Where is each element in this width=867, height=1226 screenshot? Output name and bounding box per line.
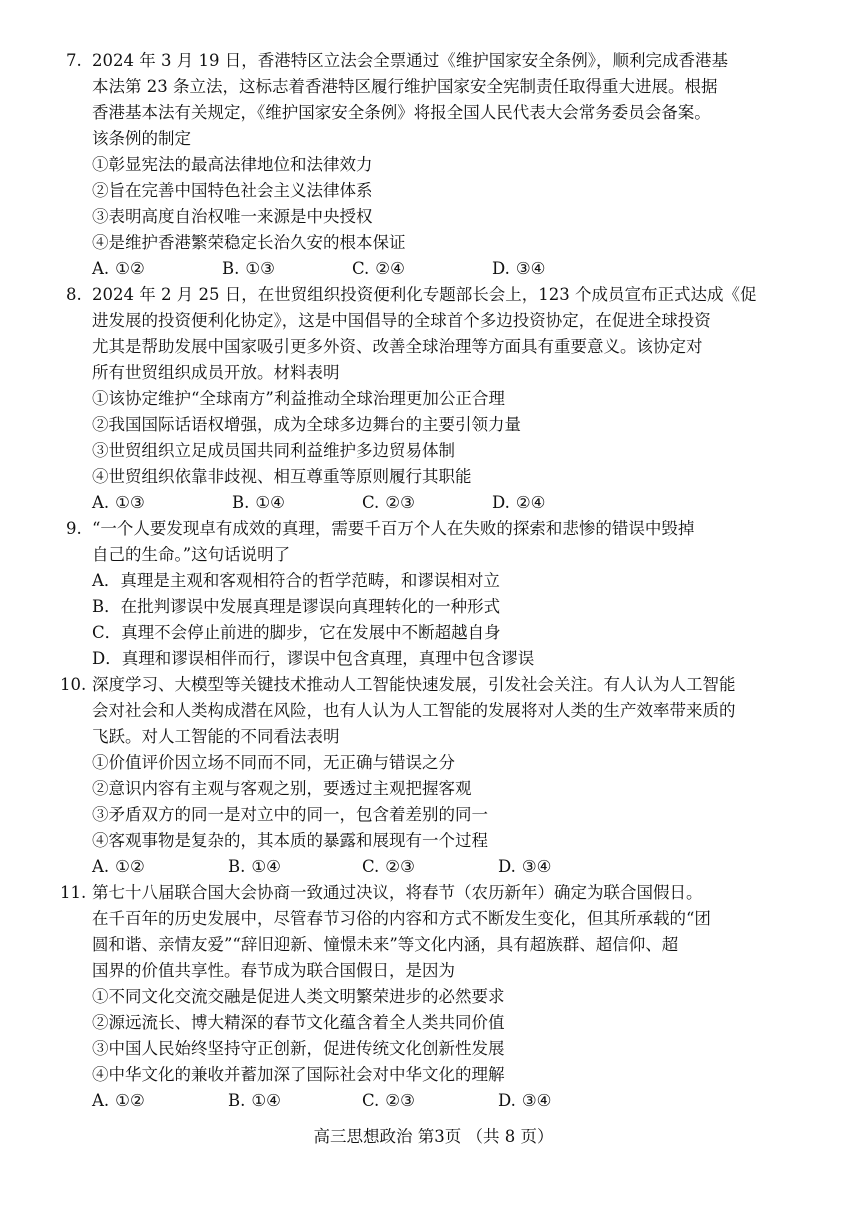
choice-text: ①④ bbox=[255, 493, 285, 512]
statement-option: ④世贸组织依靠非歧视、相互尊重等原则履行其职能 bbox=[92, 467, 472, 486]
stem-line: 香港基本法有关规定，《维护国家安全条例》将报全国人民代表大会常务委员会备案。 bbox=[92, 103, 711, 122]
stem-line: 圆和谐、亲情友爱”“辞旧迎新、憧憬未来”等文化内涵，具有超族群、超信仰、超 bbox=[92, 935, 679, 954]
stem-line: 自己的生命。”这句话说明了 bbox=[92, 545, 291, 564]
choice-d[interactable]: D．真理和谬误相伴而行，谬误中包含真理，真理中包含谬误 bbox=[92, 649, 535, 668]
choice-letter: A. bbox=[92, 1091, 110, 1110]
stem-line: 进发展的投资便利化协定》，这是中国倡导的全球首个多边投资协定，在促进全球投资 bbox=[92, 311, 711, 330]
choice-c[interactable] bbox=[362, 1088, 498, 1114]
choice-letter: D. bbox=[498, 1091, 516, 1110]
choice-c[interactable] bbox=[362, 490, 492, 516]
exam-page bbox=[60, 48, 786, 1114]
question-number: 10. bbox=[60, 675, 87, 694]
choice-text: ①② bbox=[115, 857, 145, 876]
stem-line: 尤其是帮助发展中国家吸引更多外资、改善全球治理等方面具有重要意义。该协定对 bbox=[92, 337, 703, 356]
choice-d[interactable] bbox=[492, 256, 545, 282]
choice-letter: B. bbox=[232, 493, 250, 512]
choice-letter: D. bbox=[492, 493, 510, 512]
question-number: 8. bbox=[66, 285, 82, 304]
stem-line: “一个人要发现卓有成效的真理，需要千百万个人在失败的探索和悲惨的错误中毁掉 bbox=[92, 519, 695, 538]
choice-letter: A. bbox=[92, 857, 110, 876]
stem-line: 深度学习、大模型等关键技术推动人工智能快速发展，引发社会关注。有人认为人工智能 bbox=[92, 675, 736, 694]
choice-letter: C. bbox=[352, 259, 370, 278]
choice-d[interactable] bbox=[492, 490, 545, 516]
question-number: 11. bbox=[60, 883, 87, 902]
statement-option: ①不同文化交流交融是促进人类文明繁荣进步的必然要求 bbox=[92, 987, 505, 1006]
statement-option: ③世贸组织立足成员国共同利益维护多边贸易体制 bbox=[92, 441, 455, 460]
question-number: 7. bbox=[66, 51, 82, 70]
question-stem bbox=[92, 48, 786, 152]
choice-text: ②④ bbox=[515, 493, 546, 512]
question-stem bbox=[92, 880, 786, 984]
stem-line: 2024 年 3 月 19 日，香港特区立法会全票通过《维护国家安全条例》，顺利完成香港基 bbox=[92, 51, 728, 70]
stem-line: 第七十八届联合国大会协商一致通过决议，将春节（农历新年）确定为联合国假日。 bbox=[92, 883, 703, 902]
choice-c[interactable] bbox=[362, 854, 498, 880]
choice-d[interactable] bbox=[498, 1088, 551, 1114]
choice-letter: A. bbox=[92, 493, 110, 512]
choice-a[interactable] bbox=[92, 256, 222, 282]
statement-option: ②意识内容有主观与客观之别，要透过主观把握客观 bbox=[92, 779, 472, 798]
choice-letter: C. bbox=[362, 493, 380, 512]
stem-line: 本法第 23 条立法，这标志着香港特区履行维护国家安全宪制责任取得重大进展。根据 bbox=[92, 77, 718, 96]
stem-line: 2024 年 2 月 25 日，在世贸组织投资便利化专题部长会上，123 个成员宣布正式达成《促 bbox=[92, 285, 757, 304]
choice-text: ②③ bbox=[385, 857, 415, 876]
choice-text: ③④ bbox=[521, 857, 552, 876]
choice-c[interactable] bbox=[352, 256, 492, 282]
choice-a[interactable] bbox=[92, 490, 232, 516]
statement-option: ①彰显宪法的最高法律地位和法律效力 bbox=[92, 155, 373, 174]
choice-letter: C. bbox=[362, 1091, 380, 1110]
question-number: 9. bbox=[66, 519, 82, 538]
choice-letter: C. bbox=[362, 857, 380, 876]
statement-option: ③矛盾双方的同一是对立中的同一，包含着差别的同一 bbox=[92, 805, 488, 824]
page-footer: 高三思想政治 第3页 （共 8 页） bbox=[313, 1127, 554, 1146]
answer-choices bbox=[92, 854, 786, 880]
answer-choices bbox=[92, 1088, 786, 1114]
choice-b[interactable] bbox=[228, 854, 362, 880]
choice-letter: B. bbox=[228, 857, 246, 876]
answer-choices bbox=[92, 256, 786, 282]
choice-text: ②④ bbox=[375, 259, 405, 278]
choice-letter: D. bbox=[492, 259, 510, 278]
question-7 bbox=[66, 48, 786, 282]
choice-text: ①② bbox=[115, 1091, 145, 1110]
question-stem bbox=[92, 516, 786, 568]
choice-text: ①③ bbox=[115, 493, 145, 512]
answer-choices bbox=[92, 490, 786, 516]
statement-option: ②源远流长、博大精深的春节文化蕴含着全人类共同价值 bbox=[92, 1013, 505, 1032]
question-8 bbox=[66, 282, 786, 516]
statement-option: ③中国人民始终坚持守正创新，促进传统文化创新性发展 bbox=[92, 1039, 505, 1058]
question-9 bbox=[66, 516, 786, 672]
stem-line: 会对社会和人类构成潜在风险，也有人认为人工智能的发展将对人类的生产效率带来质的 bbox=[92, 701, 736, 720]
statement-option: ①该协定维护“全球南方”利益推动全球治理更加公正合理 bbox=[92, 389, 505, 408]
choice-a[interactable] bbox=[92, 1088, 228, 1114]
choice-a[interactable]: A．真理是主观和客观相符合的哲学范畴，和谬误相对立 bbox=[92, 571, 500, 590]
choice-text: ①③ bbox=[245, 259, 275, 278]
stem-line: 所有世贸组织成员开放。材料表明 bbox=[92, 363, 340, 382]
choice-b[interactable] bbox=[222, 256, 352, 282]
stem-line: 在千百年的历史发展中，尽管春节习俗的内容和方式不断发生变化，但其所承载的“团 bbox=[92, 909, 711, 928]
stem-line: 飞跃。对人工智能的不同看法表明 bbox=[92, 727, 340, 746]
statement-option: ④中华文化的兼收并蓄加深了国际社会对中华文化的理解 bbox=[92, 1065, 505, 1084]
choice-text: ③④ bbox=[515, 259, 546, 278]
choice-letter: D. bbox=[498, 857, 516, 876]
statement-option: ②我国国际话语权增强，成为全球多边舞台的主要引领力量 bbox=[92, 415, 521, 434]
choice-text: ②③ bbox=[385, 1091, 415, 1110]
choice-text: ③④ bbox=[521, 1091, 552, 1110]
statement-option: ③表明高度自治权唯一来源是中央授权 bbox=[92, 207, 373, 226]
choice-a[interactable] bbox=[92, 854, 228, 880]
choice-letter: B. bbox=[228, 1091, 246, 1110]
choice-b[interactable]: B．在批判谬误中发展真理是谬误向真理转化的一种形式 bbox=[92, 597, 501, 616]
stem-line: 该条例的制定 bbox=[92, 129, 191, 148]
statement-option: ④客观事物是复杂的，其本质的暴露和展现有一个过程 bbox=[92, 831, 488, 850]
choice-letter: B. bbox=[222, 259, 240, 278]
choice-c[interactable]: C．真理不会停止前进的脚步，它在发展中不断超越自身 bbox=[92, 623, 501, 642]
choice-text: ①④ bbox=[251, 857, 281, 876]
choice-b[interactable] bbox=[232, 490, 362, 516]
choice-d[interactable] bbox=[498, 854, 551, 880]
statement-option: ①价值评价因立场不同而不同，无正确与错误之分 bbox=[92, 753, 455, 772]
question-11 bbox=[60, 880, 786, 1114]
statement-option: ②旨在完善中国特色社会主义法律体系 bbox=[92, 181, 373, 200]
choice-letter: A. bbox=[92, 259, 110, 278]
stem-line: 国界的价值共享性。春节成为联合国假日，是因为 bbox=[92, 961, 455, 980]
question-stem bbox=[92, 282, 786, 386]
choice-b[interactable] bbox=[228, 1088, 362, 1114]
choice-text: ②③ bbox=[385, 493, 415, 512]
choice-text: ①② bbox=[115, 259, 145, 278]
question-stem bbox=[92, 672, 786, 750]
statement-option: ④是维护香港繁荣稳定长治久安的根本保证 bbox=[92, 233, 406, 252]
choice-text: ①④ bbox=[251, 1091, 281, 1110]
question-10 bbox=[60, 672, 786, 880]
